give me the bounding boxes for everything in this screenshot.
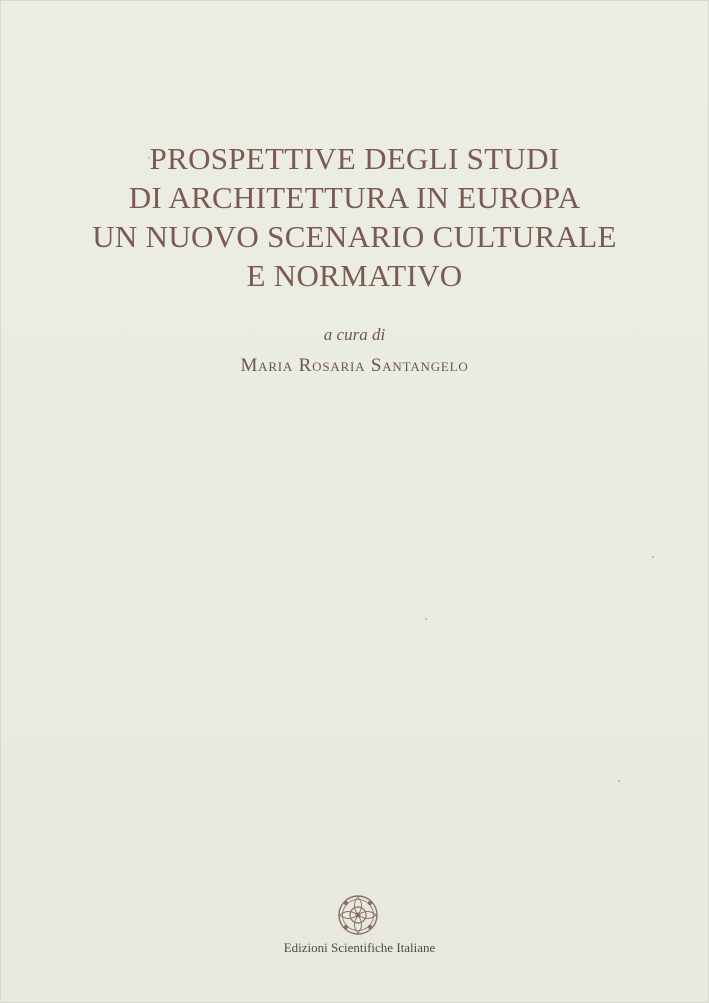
paper-speck (148, 157, 150, 159)
paper-speck (425, 618, 427, 620)
publisher-name: Edizioni Scientifiche Italiane (283, 940, 436, 955)
title-line-3: UN NUOVO SCENARIO CULTURALE (92, 219, 617, 254)
editor-name: Maria Rosaria Santangelo (240, 355, 469, 376)
book-title (0, 139, 709, 295)
title-line-4: E NORMATIVO (246, 258, 463, 293)
editor-label: a cura di (323, 325, 386, 344)
title-line-2: DI ARCHITETTURA IN EUROPA (128, 180, 581, 215)
title-line-1: PROSPETTIVE DEGLI STUDI (149, 141, 560, 176)
ornamental-circle-logo-icon (335, 893, 381, 937)
paper-speck (652, 556, 654, 558)
paper-speck (618, 780, 620, 782)
